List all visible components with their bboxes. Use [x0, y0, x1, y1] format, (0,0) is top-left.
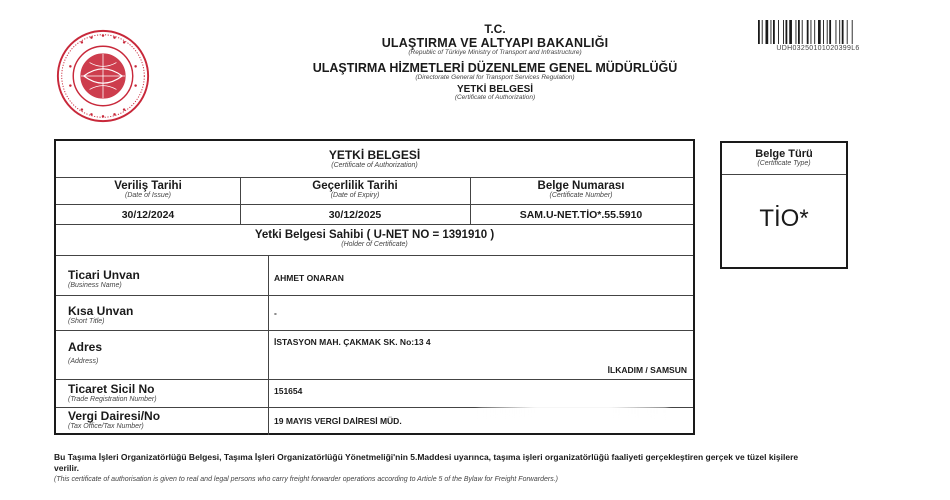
certificate-type-value: TİO* — [759, 205, 809, 232]
issue-date-value: 30/12/2024 — [121, 209, 175, 221]
row-label-business-name: Ticari Unvan (Business Name) — [68, 268, 140, 289]
expiry-date-header: Geçerlilik Tarihi (Date of Expiry) — [312, 180, 398, 199]
redacted-area — [478, 404, 668, 418]
row-label-short-title: Kısa Unvan (Short Title) — [68, 304, 134, 325]
directorate-name: ULAŞTIRMA HİZMETLERİ DÜZENLEME GENEL MÜDÜRLÜĞÜ — [312, 61, 678, 75]
header-tc: T.C. — [484, 22, 506, 36]
ministry-name: ULAŞTIRMA VE ALTYAPI BAKANLIĞI — [381, 36, 609, 50]
document-title: YETKİ BELGESİ — [456, 84, 534, 95]
issue-date-header: Veriliş Tarihi (Date of Issue) — [114, 180, 182, 199]
ministry-seal-icon — [55, 28, 151, 124]
row-value-tax-office: 19 MAYIS VERGİ DAİRESİ MÜD. — [274, 416, 402, 426]
certificate-type-header: Belge Türü (Certificate Type) — [755, 148, 813, 167]
row-label-trade-registration: Ticaret Sicil No (Trade Registration Number) — [68, 382, 157, 403]
row-label-address: Adres (Address) — [68, 340, 103, 365]
row-value-trade-registration: 151654 — [274, 386, 303, 396]
certificate-title: YETKİ BELGESİ — [328, 148, 421, 162]
document-title-en: (Certificate of Authorization) — [454, 94, 536, 101]
barcode-icon — [758, 20, 878, 44]
row-value-address: İSTASYON MAH. ÇAKMAK SK. No:13 4 — [274, 337, 431, 347]
directorate-name-en: (Directorate General for Transport Services Regulation) — [415, 74, 575, 81]
document-header — [312, 22, 678, 101]
holder-title-en: (Holder of Certificate) — [341, 241, 408, 248]
certificate-title-en: (Certificate of Authorization) — [331, 162, 418, 169]
expiry-date-value: 30/12/2025 — [328, 209, 382, 221]
certificate-table — [54, 139, 695, 435]
holder-title-cell — [56, 229, 693, 248]
row-value-business-name: AHMET ONARAN — [274, 273, 344, 283]
footer-text-tr: Bu Taşıma İşleri Organizatörlüğü Belgesi, Taşıma İşleri Organizatörlüğü Yönetmeliği'nin 5.Maddesi uyarınca, taşıma işleri organizatörlüğü faaliyeti gerçekleştiren gerçek ve tüzel kişilere verilir. — [54, 452, 799, 473]
footer-text-en: (This certificate of authorisation is given to real and legal persons who carry freight forwarder operations according to Article 5 of the Bylaw for Freight Forwarders.) — [54, 476, 558, 483]
row-value-short-title: - — [274, 308, 277, 318]
ministry-name-en: (Republic of Türkiye Ministry of Transport and Infrastructure) — [408, 49, 582, 56]
holder-title: Yetki Belgesi Sahibi ( U-NET NO = 1391910 ) — [254, 229, 495, 241]
certificate-number-header: Belge Numarası (Certificate Number) — [537, 180, 625, 199]
row-value-address-city: İLKADIM / SAMSUN — [607, 365, 687, 375]
barcode-number: UDH03250101020399L6 — [776, 45, 860, 52]
footer-note — [54, 452, 814, 485]
row-label-tax-office: Vergi Dairesi/No (Tax Office/Tax Number) — [68, 409, 161, 430]
certificate-title-cell — [56, 148, 693, 169]
certificate-number-value: SAM.U-NET.TİO*.55.5910 — [519, 209, 643, 221]
certificate-type-box — [720, 141, 848, 269]
